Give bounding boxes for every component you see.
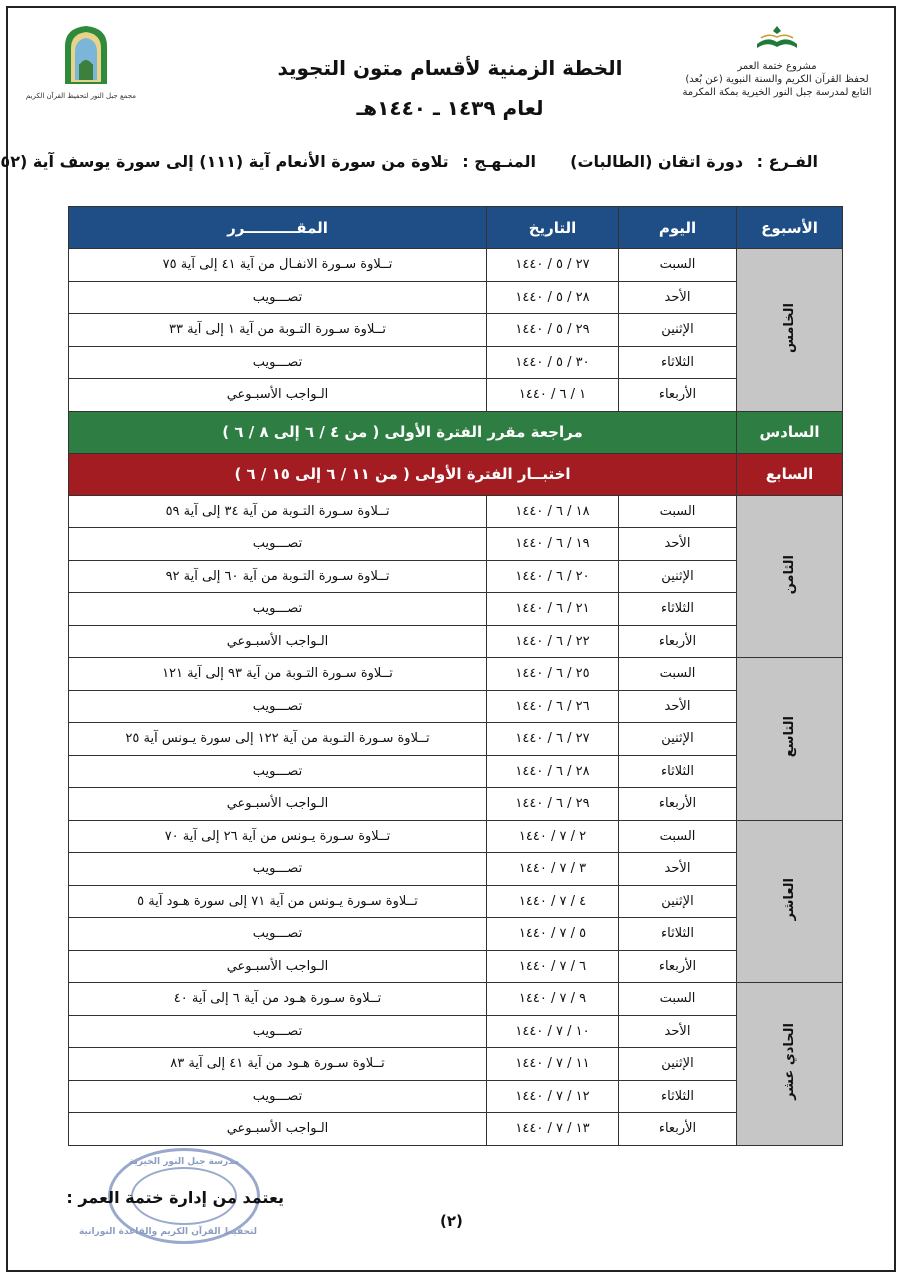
subject-cell: تــلاوة سـورة يـونس من آية ٢٦ إلى آية ٧٠ [69, 820, 487, 853]
table-row [69, 690, 843, 723]
date-cell: ٣٠ / ٥ / ١٤٤٠ [487, 346, 619, 379]
org-logo-block [672, 22, 882, 99]
day-cell: الأحد [619, 1015, 737, 1048]
subject-cell: الـواجب الأسبـوعي [69, 625, 487, 658]
week-cell [737, 249, 843, 412]
curriculum-info [0, 152, 536, 171]
table-row [69, 723, 843, 756]
exam-banner-text: اختبــار الفترة الأولى ( من ١١ / ٦ إلى ١٥ / ٦ ) [69, 453, 737, 495]
date-cell: ٢٩ / ٦ / ١٤٤٠ [487, 788, 619, 821]
day-cell: السبت [619, 495, 737, 528]
date-cell: ١٠ / ٧ / ١٤٤٠ [487, 1015, 619, 1048]
table-row [69, 281, 843, 314]
day-cell: الأربعاء [619, 950, 737, 983]
date-cell: ٢٧ / ٥ / ١٤٤٠ [487, 249, 619, 282]
day-cell: السبت [619, 249, 737, 282]
table-row [69, 593, 843, 626]
table-row [69, 528, 843, 561]
subject-cell: تصـــويب [69, 281, 487, 314]
subject-cell: الـواجب الأسبـوعي [69, 950, 487, 983]
schedule-table [68, 206, 843, 1146]
page-subtitle-year: لعام ١٤٣٩ ـ ١٤٤٠هـ [356, 96, 544, 120]
date-cell: ٤ / ٧ / ١٤٤٠ [487, 885, 619, 918]
date-cell: ٦ / ٧ / ١٤٤٠ [487, 950, 619, 983]
org-line-3: التابع لمدرسة جبل النور الخيرية بمكة المكرمة [682, 87, 872, 98]
table-row [69, 788, 843, 821]
date-cell: ٢ / ٧ / ١٤٤٠ [487, 820, 619, 853]
week-name: العاشر [782, 878, 797, 921]
day-cell: الثلاثاء [619, 346, 737, 379]
day-cell: الأربعاء [619, 625, 737, 658]
stamp-bottom-text: لتحفيظ القرآن الكريم والقاعدة النورانية [78, 1227, 257, 1237]
day-cell: السبت [619, 820, 737, 853]
exam-week-cell: السابع [737, 453, 843, 495]
subject-cell: تصـــويب [69, 528, 487, 561]
day-cell: الأربعاء [619, 379, 737, 412]
stamp-top-text: مدرسة جبل النور الخيرية [129, 1157, 239, 1167]
org-line-1: مشروع ختمة العمر [737, 61, 817, 72]
subject-cell: الـواجب الأسبـوعي [69, 379, 487, 412]
table-row [69, 853, 843, 886]
date-cell: ٢٧ / ٦ / ١٤٤٠ [487, 723, 619, 756]
table-row [69, 658, 843, 691]
subject-cell: تــلاوة سـورة يـونس من آية ٧١ إلى سورة هـود آية ٥ [69, 885, 487, 918]
date-cell: ١٨ / ٦ / ١٤٤٠ [487, 495, 619, 528]
date-cell: ٢٩ / ٥ / ١٤٤٠ [487, 314, 619, 347]
branch-info [570, 152, 818, 171]
page-number: (٢) [440, 1212, 463, 1230]
header-date: التاريخ [487, 207, 619, 249]
table-row [69, 918, 843, 951]
day-cell: الأحد [619, 690, 737, 723]
mosque-arch-logo-icon [61, 24, 111, 86]
day-cell: الإثنين [619, 723, 737, 756]
week-cell [737, 495, 843, 658]
subject-cell: تــلاوة سـورة هـود من آية ٤١ إلى آية ٨٣ [69, 1048, 487, 1081]
page-title: الخطة الزمنية لأقسام متون التجويد [277, 56, 623, 80]
table-row [69, 950, 843, 983]
day-cell: الثلاثاء [619, 918, 737, 951]
branch-label: الفـرع : [756, 152, 818, 171]
subject-cell: الـواجب الأسبـوعي [69, 788, 487, 821]
table-row [69, 1015, 843, 1048]
table-row [69, 314, 843, 347]
table-row [69, 820, 843, 853]
table-row [69, 249, 843, 282]
table-row [69, 885, 843, 918]
date-cell: ١٣ / ٧ / ١٤٤٠ [487, 1113, 619, 1146]
date-cell: ٢٠ / ٦ / ١٤٤٠ [487, 560, 619, 593]
date-cell: ٢٨ / ٥ / ١٤٤٠ [487, 281, 619, 314]
subject-cell: تصـــويب [69, 1015, 487, 1048]
day-cell: الثلاثاء [619, 755, 737, 788]
day-cell: الأربعاء [619, 788, 737, 821]
day-cell: الثلاثاء [619, 593, 737, 626]
date-cell: ٢٨ / ٦ / ١٤٤٠ [487, 755, 619, 788]
date-cell: ١١ / ٧ / ١٤٤٠ [487, 1048, 619, 1081]
subject-cell: تصـــويب [69, 346, 487, 379]
table-row [69, 755, 843, 788]
subject-cell: تــلاوة سـورة التـوبة من آية ٣٤ إلى آية ٥٩ [69, 495, 487, 528]
review-banner-text: مراجعة مقرر الفترة الأولى ( من ٤ / ٦ إلى ٨ / ٦ ) [69, 411, 737, 453]
review-week-cell: السادس [737, 411, 843, 453]
week-cell [737, 658, 843, 821]
exam-banner-row [69, 453, 843, 495]
date-cell: ٣ / ٧ / ١٤٤٠ [487, 853, 619, 886]
curriculum-label: المنـهـج : [462, 152, 536, 171]
week-cell [737, 820, 843, 983]
subject-cell: تصـــويب [69, 853, 487, 886]
open-book-logo-icon [753, 22, 801, 52]
subject-cell: تــلاوة سـورة الانفـال من آية ٤١ إلى آية ٧٥ [69, 249, 487, 282]
date-cell: ١٢ / ٧ / ١٤٤٠ [487, 1080, 619, 1113]
date-cell: ٢٦ / ٦ / ١٤٤٠ [487, 690, 619, 723]
subject-cell: تــلاوة سـورة التـوبة من آية ١٢٢ إلى سورة يـونس آية ٢٥ [69, 723, 487, 756]
date-cell: ٢٥ / ٦ / ١٤٤٠ [487, 658, 619, 691]
date-cell: ١ / ٦ / ١٤٤٠ [487, 379, 619, 412]
org-line-2: لحفظ القرآن الكريم والسنة النبوية (عن بُعد) [685, 74, 869, 85]
table-row [69, 625, 843, 658]
subject-cell: تصـــويب [69, 1080, 487, 1113]
school-logo-caption: مجمع جبل النور لتحفيظ القرآن الكريم [25, 92, 136, 100]
date-cell: ٩ / ٧ / ١٤٤٠ [487, 983, 619, 1016]
day-cell: السبت [619, 658, 737, 691]
table-row [69, 379, 843, 412]
subject-cell: تــلاوة سـورة التـوبة من آية ٦٠ إلى آية ٩٢ [69, 560, 487, 593]
week-name: التاسع [782, 716, 797, 758]
day-cell: الثلاثاء [619, 1080, 737, 1113]
subject-cell: تصـــويب [69, 593, 487, 626]
week-name: الخامس [782, 302, 797, 353]
subject-cell: الـواجب الأسبـوعي [69, 1113, 487, 1146]
table-row [69, 983, 843, 1016]
date-cell: ٢١ / ٦ / ١٤٤٠ [487, 593, 619, 626]
table-row [69, 560, 843, 593]
day-cell: الإثنين [619, 885, 737, 918]
week-cell [737, 983, 843, 1146]
table-row [69, 346, 843, 379]
header-subject: المقــــــــــرر [69, 207, 487, 249]
day-cell: الأحد [619, 853, 737, 886]
school-logo-block [25, 24, 136, 100]
date-cell: ٥ / ٧ / ١٤٤٠ [487, 918, 619, 951]
table-row [69, 1113, 843, 1146]
subject-cell: تصـــويب [69, 690, 487, 723]
review-banner-row [69, 411, 843, 453]
table-header-row [69, 207, 843, 249]
subject-cell: تــلاوة سـورة التـوبة من آية ٩٣ إلى آية ١٢١ [69, 658, 487, 691]
subject-cell: تصـــويب [69, 755, 487, 788]
week-name: الثامن [782, 554, 797, 594]
date-cell: ١٩ / ٦ / ١٤٤٠ [487, 528, 619, 561]
header-day: اليوم [619, 207, 737, 249]
table-row [69, 1048, 843, 1081]
day-cell: الأحد [619, 281, 737, 314]
day-cell: الإثنين [619, 560, 737, 593]
subject-cell: تصـــويب [69, 918, 487, 951]
header-week: الأسبوع [737, 207, 843, 249]
week-name: الحادي عشر [782, 1023, 797, 1101]
day-cell: السبت [619, 983, 737, 1016]
day-cell: الإثنين [619, 1048, 737, 1081]
date-cell: ٢٢ / ٦ / ١٤٤٠ [487, 625, 619, 658]
day-cell: الأحد [619, 528, 737, 561]
curriculum-value: تلاوة من سورة الأنعام آية (١١١) إلى سورة يوسف آية (٥٢ [0, 152, 449, 171]
subject-cell: تــلاوة سـورة هـود من آية ٦ إلى آية ٤٠ [69, 983, 487, 1016]
day-cell: الأربعاء [619, 1113, 737, 1146]
table-row [69, 1080, 843, 1113]
day-cell: الإثنين [619, 314, 737, 347]
approval-text: يعتمد من إدارة ختمة العمر : [66, 1188, 284, 1207]
branch-value: دورة اتقان (الطالبات) [570, 152, 744, 171]
subject-cell: تــلاوة سـورة التـوبة من آية ١ إلى آية ٣٣ [69, 314, 487, 347]
table-row [69, 495, 843, 528]
